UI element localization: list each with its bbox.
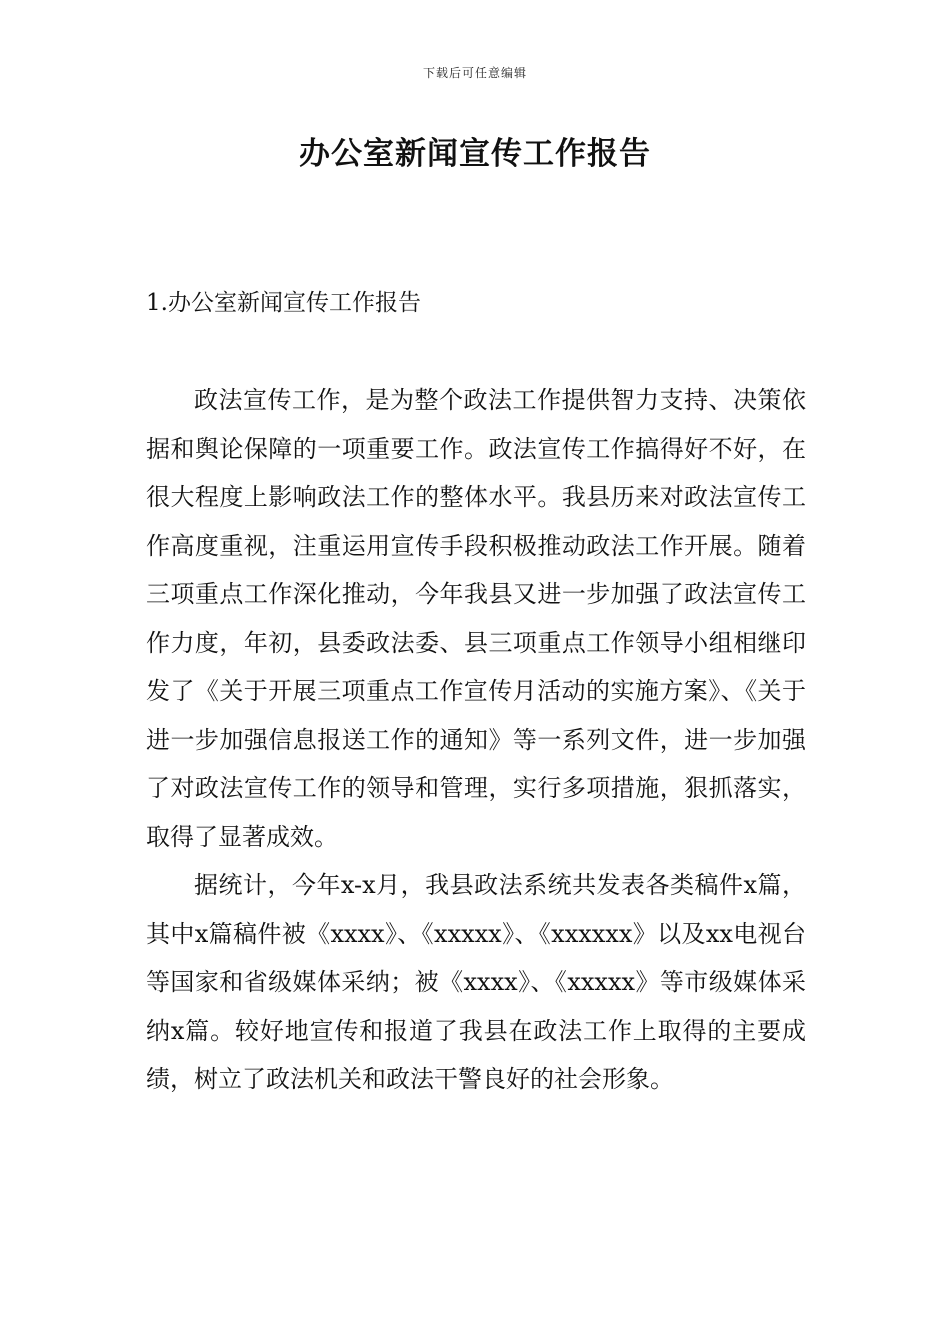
header-note: 下载后可任意编辑: [422, 66, 527, 80]
section-heading: 1.办公室新闻宣传工作报告: [146, 290, 421, 316]
paragraph-2: 据统计，今年x-x月，我县政法系统共发表各类稿件x篇，其中x篇稿件被《xxxx》、《xxxxx》、《xxxxxx》以及xx电视台等国家和省级媒体采纳；被《xxxx》、《xxxxx》等市级媒体采纳x篇。较好地宣传和报道了我县在政法工作上取得的主要成绩，树立了政法机关和政法干警良好的社会形象。: [146, 871, 806, 1093]
paragraph-1: 政法宣传工作，是为整个政法工作提供智力支持、决策依据和舆论保障的一项重要工作。政法宣传工作搞得好不好，在很大程度上影响政法工作的整体水平。我县历来对政法宣传工作高度重视，注重运用宣传手段积极推动政法工作开展。随着三项重点工作深化推动，今年我县又进一步加强了政法宣传工作力度，年初，县委政法委、县三项重点工作领导小组相继印发了《关于开展三项重点工作宣传月活动的实施方案》、《关于进一步加强信息报送工作的通知》等一系列文件，进一步加强了对政法宣传工作的领导和管理，实行多项措施，狠抓落实，取得了显著成效。: [146, 386, 806, 851]
document-title: 办公室新闻宣传工作报告: [299, 136, 651, 172]
document-body: [146, 376, 806, 1104]
